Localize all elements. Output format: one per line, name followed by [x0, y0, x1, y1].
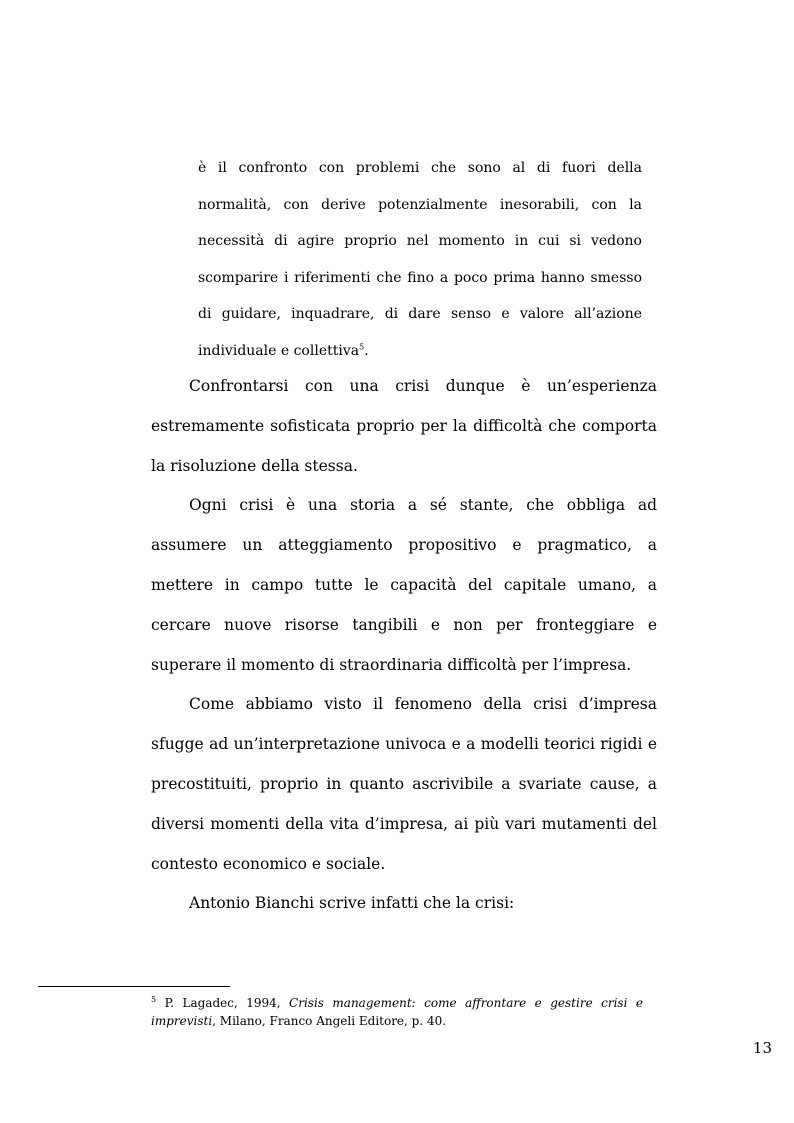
- paragraph-3: Come abbiamo visto il fenomeno della crisi d’impresa sfugge ad un’interpretazione univoca e a modelli teorici rigidi e precostituiti, proprio in quanto ascrivibile a svariate cause, a diversi momenti della vita d’impresa, ai più vari mutamenti del contesto economico e sociale.: [151, 695, 657, 873]
- paragraph-4: Antonio Bianchi scrive infatti che la crisi:: [189, 894, 515, 913]
- footnote-publisher: , Milano, Franco Angeli Editore, p. 40.: [212, 1014, 447, 1028]
- block-quote: [198, 150, 642, 369]
- quote-text: è il confronto con problemi che sono al di fuori della normalità, con derive potenzialmente inesorabili, con la necessità di agire proprio nel momento in cui si vedono scomparire i riferimenti che fino a poco prima hanno smesso di guidare, inquadrare, di dare senso e valore all’azione individuale e collettiva: [198, 160, 642, 359]
- quote-end-punctuation: .: [364, 342, 369, 359]
- footnote-separator: [38, 986, 230, 987]
- footnote-title: Crisis management: come affrontare e gestire crisi e imprevisti: [151, 996, 643, 1028]
- page-number: 13: [752, 1039, 772, 1057]
- footnote-number: 5: [151, 995, 157, 1004]
- footnote: [151, 994, 643, 1030]
- body-text: [151, 367, 657, 924]
- footnote-reference: 5: [359, 341, 365, 351]
- footnote-author-year: P. Lagadec, 1994,: [164, 996, 281, 1010]
- paragraph-1: Confrontarsi con una crisi dunque è un’esperienza estremamente sofisticata proprio per la difficoltà che comporta la risoluzione della stessa.: [151, 377, 657, 475]
- paragraph-2: Ogni crisi è una storia a sé stante, che obbliga ad assumere un atteggiamento propositivo e pragmatico, a mettere in campo tutte le capacità del capitale umano, a cercare nuove risorse tangibili e non per fronteggiare e superare il momento di straordinaria difficoltà per l’impresa.: [151, 496, 657, 674]
